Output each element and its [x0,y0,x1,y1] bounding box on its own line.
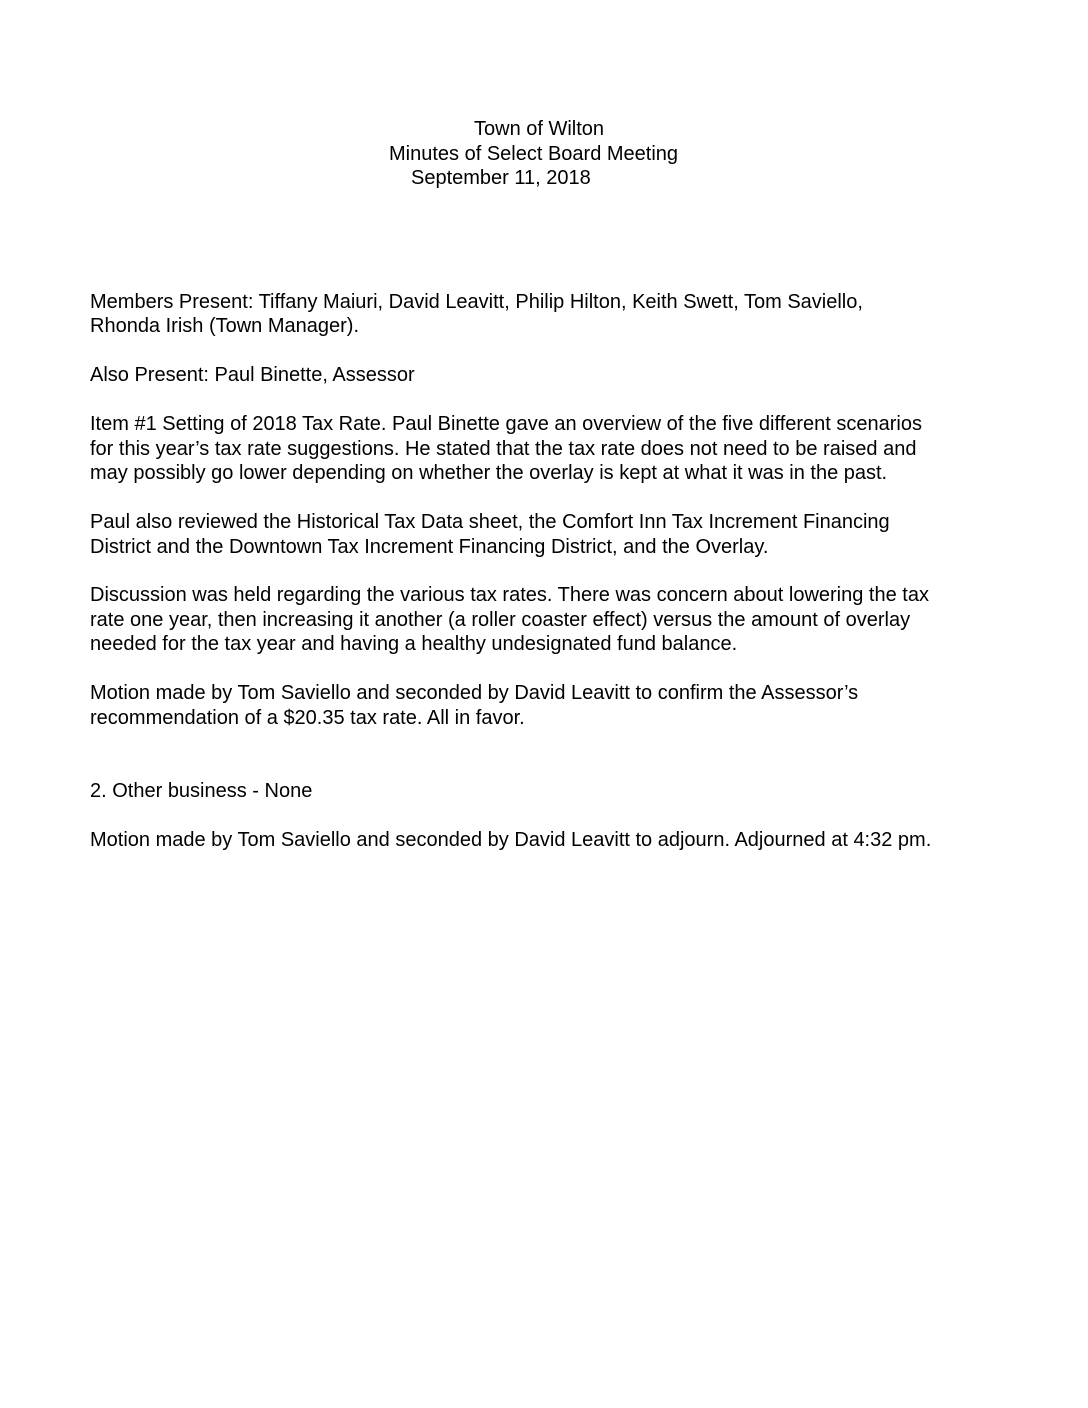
other-business-line: 2. Other business - None [90,780,313,802]
town-name: Town of Wilton [474,118,605,140]
item1-line-2: for this year’s tax rate suggestions. He stated that the tax rate does not need to be raised and [90,438,917,460]
members-present-line-1: Members Present: Tiffany Maiuri, David Leavitt, Philip Hilton, Keith Swett, Tom Saviello, [90,291,863,313]
discussion-line-2: rate one year, then increasing it another (a roller coaster effect) versus the amount of overlay [90,609,911,631]
motion-rate-line-1: Motion made by Tom Saviello and seconded by David Leavitt to confirm the Assessor’s [90,682,859,704]
document-title: Minutes of Select Board Meeting [389,143,679,165]
paul-review-line-2: District and the Downtown Tax Increment Financing District, and the Overlay. [90,536,769,558]
motion-rate-line-2: recommendation of a $20.35 tax rate. All in favor. [90,707,525,729]
discussion-line-1: Discussion was held regarding the various tax rates. There was concern about lowering the tax [90,584,929,606]
motion-adjourn-line: Motion made by Tom Saviello and seconded by David Leavitt to adjourn. Adjourned at 4:32 pm. [90,829,932,851]
item1-line-3: may possibly go lower depending on whether the overlay is kept at what it was in the past. [90,462,888,484]
item1-line-1: Item #1 Setting of 2018 Tax Rate. Paul Binette gave an overview of the five different scenarios [90,413,922,435]
members-present-line-2: Rhonda Irish (Town Manager). [90,315,360,337]
also-present-line: Also Present: Paul Binette, Assessor [90,364,415,386]
paul-review-line-1: Paul also reviewed the Historical Tax Data sheet, the Comfort Inn Tax Increment Financing [90,511,890,533]
discussion-line-3: needed for the tax year and having a healthy undesignated fund balance. [90,633,738,655]
meeting-date: September 11, 2018 [411,167,591,189]
